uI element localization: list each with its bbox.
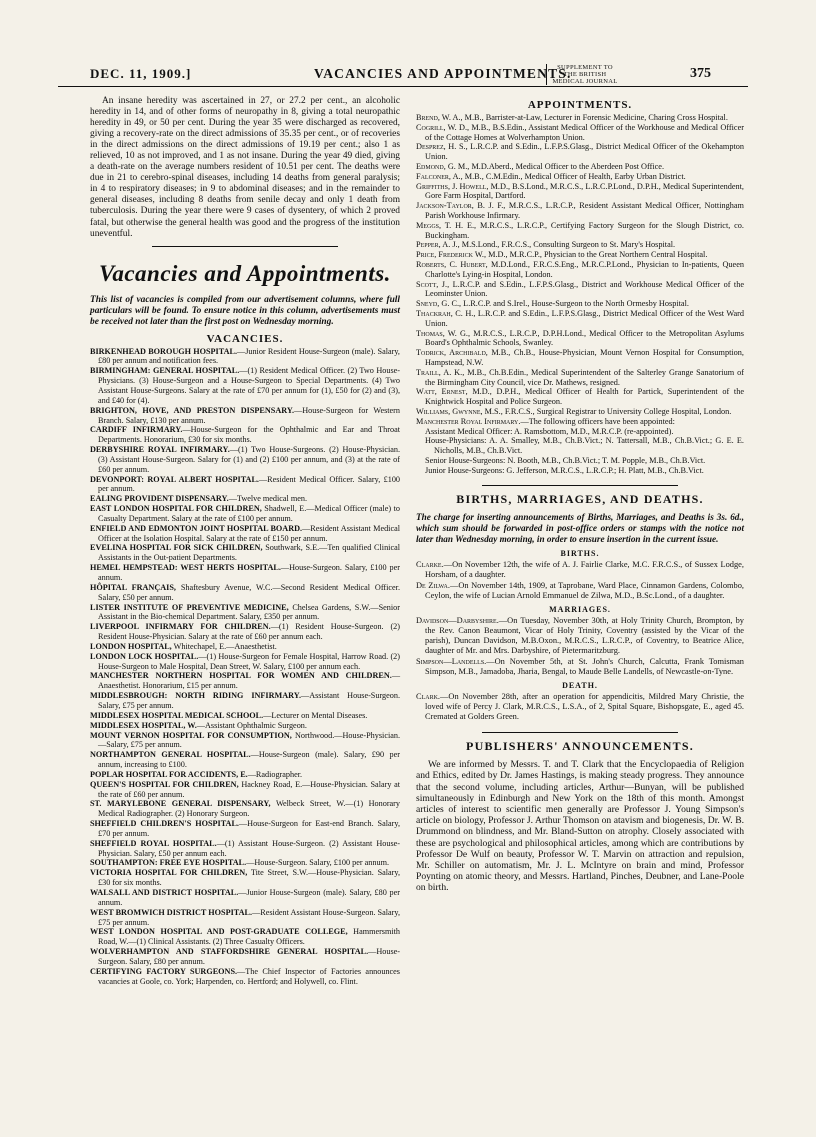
vacancy-item-text: —House-Surgeon for East-end Branch. Salary, £70 per annum. [98, 819, 400, 838]
vacancy-item-name: EAST LONDON HOSPITAL FOR CHILDREN, [90, 504, 262, 514]
vacancy-item [90, 504, 400, 524]
appointment-item-text: L.R.C.P. and S.Edin., L.F.P.S.Glasg., District and Workhouse Medical Officer of the Leominster Union. [425, 279, 744, 299]
vacancy-item-text: Tite Street, S.W.—House-Physician. Salary, £30 for six months. [98, 868, 400, 888]
vacancy-item-name: SHEFFIELD CHILDREN'S HOSPITAL. [90, 819, 239, 829]
appointment-item-text: M.D., M.R.C.P., Physician to the Great Northern Central Hospital. [486, 250, 708, 260]
insane-report-paragraph: An insane heredity was ascertained in 27, or 27.2 per cent., an alcoholic heredity in 14, and of other forms of neuropathy in 8, giving a total neuropathic heredity in 49, or 50 per cent. During the year 35 were discharged as recovered, giving a recovery-rate on the direct admissions of 35.35 per cent., or of recoveries in the direct admissions on the direct admissions of 19.19 per cent.; also 1 as relieved, 10 as not improved, and 1 as not insane. During the year 49 died, giving a death-rate on the average numbers resident of 10.51 per cent. The deaths were due in 21 to cerebro-spinal diseases, including 14 deaths from general paralysis; in 4 to respiratory diseases; in 9 to abdominal diseases; and in the remainder to general diseases, including 8 deaths from senile decay and only 1 death from tuberculosis. During the year there were 9 cases of dysentery, of which 2 proved fatal, but otherwise the general health was good and the progress of the institution uneventful. [90, 96, 400, 239]
appointment-item-text: M.D.Aberd., Medical Officer to the Aberdeen Post Office. [469, 161, 665, 171]
appointment-item-text: M.R.C.S., L.R.C.P., Certifying Factory Surgeon for the Slough District, co. Buckingham. [425, 220, 744, 240]
manchester-officer-line: House-Physicians: A. A. Smalley, M.B., Ch.B.Vict.; N. Tattersall, M.B., Ch.B.Vict.; G. E. E. Nicholls, M.B., Ch.B.Vict. [425, 436, 744, 456]
vacancy-item-name: EVELINA HOSPITAL FOR SICK CHILDREN, [90, 543, 263, 553]
appointment-item-text: L.R.C.P. and S.Edin., L.F.P.S.Glasg., District Medical Officer of the West Ward Union. [425, 308, 745, 328]
vacancy-item-name: WALSALL AND DISTRICT HOSPITAL. [90, 888, 239, 898]
marriages-list [416, 616, 744, 677]
vacancy-item-text: —Assistant House-Surgeon. Salary, £75 per annum. [98, 691, 400, 710]
appointments-heading: APPOINTMENTS. [527, 99, 633, 111]
marriage-notice-text: —On Tuesday, November 30th, at Holy Trinity Church, Brompton, by the Rev. Canon Beaumont, Vicar of Holy Trinity, Coventry (assisted by the Vicar of the parish), Duncan Davidson, M.B.Oxon., M.R.C.S., L.R.C.P., of Coventry, to Beatrice Alice, daughter of Mr. and Mrs. Darbyshire, of Pietermaritzburg. [425, 616, 744, 656]
left-column [90, 96, 400, 986]
vacancy-item-name: SHEFFIELD ROYAL HOSPITAL. [90, 838, 217, 848]
appointment-item-name: Meggs, T. H. E., [416, 220, 477, 230]
vacancy-item-text: —House-Surgeon. Salary, £100 per annum. [98, 563, 400, 583]
vacancy-item-text: Shaftesbury Avenue, W.C.—Second Resident Medical Officer. Salary, £50 per annum. [98, 582, 400, 602]
vacancy-item-text: —House-Surgeon (male). Salary, £90 per annum, increasing to £100. [98, 750, 400, 770]
vacancy-item [90, 366, 400, 405]
vacancy-item-text: —House-Surgeon. Salary, £80 per annum. [98, 947, 400, 966]
birth-notice-text: —On November 12th, the wife of A. J. Fairlie Clarke, M.C. F.R.C.S., of Sussex Lodge, Horsham, of a daughter. [425, 560, 744, 580]
appointment-item-text: M.S.Lond., F.R.C.S., Consulting Surgeon to St. Mary's Hospital. [459, 240, 676, 250]
appointment-item [416, 113, 744, 123]
appointment-item-text: M.S., F.R.C.S., Surgical Registrar to University College Hospital, London. [482, 406, 732, 416]
vacancy-item-text: —Anaesthetist. Honorarium, £15 per annum. [98, 671, 400, 691]
vacancy-item [90, 947, 400, 967]
vacancy-item-text: —Lecturer on Mental Diseases. [263, 710, 368, 720]
vacancy-item-text: —Junior House-Surgeon (male). Salary, £80 per annum. [98, 888, 400, 907]
vacancy-item-text: —Resident Assistant Medical Officer at the Isolation Hospital. Salary at the rate of £150 per annum. [98, 523, 400, 543]
appointment-item-name: Jackson-Taylor, B. J. F., [416, 201, 506, 211]
vacancy-item [90, 524, 400, 544]
vacancy-item [90, 583, 400, 603]
birth-notice-name: Clarke. [416, 560, 444, 570]
vacancy-item [90, 711, 400, 721]
appointment-item-name: Williams, Gwynne, [416, 406, 483, 416]
appointment-item-name: Thackrah, C. H., [416, 308, 476, 318]
vacancy-item-name: WOLVERHAMPTON AND STAFFORDSHIRE GENERAL HOSPITAL. [90, 947, 369, 957]
appointment-item [416, 142, 744, 162]
appointment-item [416, 250, 744, 260]
birth-notice-text: —On November 14th, 1909, at Taprobane, Ward Place, Cinnamon Gardens, Colombo, Ceylon, the wife of Lucian Arnold Emmanuel de Zilwa, M.D., B.Sc.Lond., of a daughter. [425, 581, 744, 601]
vacancy-item-name: MIDDLESEX HOSPITAL MEDICAL SCHOOL. [90, 710, 264, 720]
vacancy-item-text: —(1) Two House-Surgeons. (2) House-Physician. (3) Assistant House-Surgeon. Salary for (1) and (2) £100 per annum, and (3) at the rate of £60 per annum. [98, 445, 400, 474]
vacancy-item-name: MOUNT VERNON HOSPITAL FOR CONSUMPTION, [90, 730, 292, 740]
section-title: Vacancies and Appointments. [99, 260, 391, 286]
vacancy-item [90, 888, 400, 908]
appointment-item [416, 407, 744, 417]
right-column [416, 96, 744, 894]
appointment-item-name: Sneyd, G. C., [416, 299, 462, 309]
appointment-item-name: Pepper, A. J., [416, 240, 460, 250]
appointment-item-text: M.B., Barrister-at-Law, Lecturer in Forensic Medicine, Charing Cross Hospital. [462, 113, 728, 122]
appointment-item-name: Traill, A. K., [416, 367, 465, 377]
vacancy-item [90, 927, 400, 947]
appointment-item [416, 417, 744, 427]
vacancy-item-text: —House-Surgeon. Salary, £100 per annum. [246, 858, 390, 868]
vacancy-item [90, 622, 400, 642]
appointment-item-text: M.B., C.M.Edin., Medical Officer of Health, Earby Urban District. [462, 171, 686, 181]
birth-notice [416, 560, 744, 580]
marriage-notice-name: Davidson—Darbyshire. [416, 616, 499, 626]
vacancy-item-name: LONDON HOSPITAL, [90, 641, 172, 651]
vacancy-item-name: ST. MARYLEBONE GENERAL DISPENSARY, [90, 799, 271, 809]
appointment-item-name: Roberts, C. Hubert, [416, 259, 488, 269]
birth-notice-name: De Zilwa. [416, 581, 450, 591]
appointment-item-name: Desprez, H. S., [416, 142, 468, 152]
vacancy-item [90, 819, 400, 839]
issue-date: DEC. 11, 1909.] [90, 66, 192, 81]
vacancy-item-name: WEST BROMWICH DISTRICT HOSPITAL. [90, 907, 253, 917]
vacancy-item-name: DEVONPORT: ROYAL ALBERT HOSPITAL. [90, 474, 259, 484]
manchester-officer-line: Assistant Medical Officer: A. Ramsbottom, M.D., M.R.C.P. (re-appointed). [425, 426, 674, 436]
appointment-item [416, 348, 744, 368]
manchester-officer-line: Junior House-Surgeons: G. Jefferson, M.R.C.S., L.R.C.P.; H. Platt, M.B., Ch.B.Vict. [425, 465, 704, 475]
vacancy-item [90, 770, 400, 780]
vacancy-item [90, 642, 400, 652]
appointment-item-text: M.B., B.S.Edin., Assistant Medical Officer of the Workhouse and Medical Officer of the Cottage Homes at Wolverhampton Union. [425, 122, 744, 142]
vacancy-item-text: —House-Surgeon for Western Branch. Salary, £130 per annum. [98, 405, 400, 425]
marriages-heading: MARRIAGES. [549, 605, 611, 615]
vacancy-item-name: SOUTHAMPTON: FREE EYE HOSPITAL. [90, 858, 247, 868]
vacancy-item-text: —(1) Assistant House-Surgeon. (2) Assistant House-Physician. Salary, £50 per annum each. [98, 838, 400, 858]
vacancy-item-name: LONDON LOCK HOSPITAL. [90, 651, 199, 661]
vacancy-item [90, 563, 400, 583]
appointment-item-name: Griffiths, J. Howell, [416, 181, 489, 191]
vacancy-item-name: MIDDLESEX HOSPITAL, W. [90, 720, 197, 730]
vacancy-item-name: HÔPITAL FRANÇAIS, [90, 582, 176, 592]
death-notice-text: —On November 28th, after an operation for appendicitis, Mildred Mary Christie, the loved wife of Percy J. Clark, M.R.C.S., L.S.A., of 2, Spital Square, Bishopsgate, E., aged 45. Cremated at Golders Green. [425, 692, 744, 722]
appointment-item-text: M.D., B.S.Lond., M.R.C.S., L.R.C.P.Lond., D.P.H., Medical Superintendent, Gore Farm Hospital, Dartford. [425, 181, 744, 201]
page-number: 375 [690, 66, 711, 81]
vacancy-item-name: LISTER INSTITUTE OF PREVENTIVE MEDICINE, [90, 602, 289, 612]
appointment-item [416, 368, 744, 388]
appointments-list [416, 113, 744, 427]
vacancy-item-name: MANCHESTER NORTHERN HOSPITAL FOR WOMEN AND CHILDREN. [90, 671, 392, 681]
appointment-item [416, 260, 744, 280]
vacancy-item [90, 603, 400, 623]
divider [482, 732, 679, 733]
vacancy-item [90, 445, 400, 475]
appointment-item [416, 172, 744, 182]
publishers-paragraph: We are informed by Messrs. T. and T. Clark that the Encyclopaedia of Religion and Ethics, edited by Dr. James Hastings, is making steady progress. They announce that the second volume, including articles, Arthur—Bunyan, will be published simultaneously in Edinburgh and New York on the 18th of this month. Amongst articles of interest to scientific men generally are Professor J. Young Simpson's article on biology, Professor J. Arthur Thomson on atavism and biogenesis, Dr. W. B. Drummond on blindness, and Mr. Bland-Sutton on atrophy. Closely associated with these are psychological and philosophical articles, among which are contributions by Professor De Wulf on beauty, Professor W. T. Marvin on attraction and repulsion, Mr. Schiller on automatism, Mr. J. L. McIntyre on brain and mind, Professor Poynting on atomic theory, and Messrs. Hartland, Pinches, Deubner, and Lane-Poole on birth. [416, 759, 744, 894]
marriage-notice [416, 616, 744, 656]
appointment-item [416, 123, 744, 143]
appointment-item-name: Price, Frederick W., [416, 250, 487, 260]
vacancy-item-name: WEST LONDON HOSPITAL AND POST-GRADUATE COLLEGE, [90, 927, 348, 937]
bmd-intro: The charge for inserting announcements of Births, Marriages, and Deaths is 3s. 6d., which sum should be forwarded in post-office orders or stamps with the notice not later than Wednesday morning, in order to ensure insertion in the current issue. [416, 512, 744, 545]
manchester-officers-list [416, 427, 744, 476]
vacancy-item [90, 425, 400, 445]
vacancy-item-name: MIDDLESBROUGH: NORTH RIDING INFIRMARY. [90, 691, 302, 701]
vacancy-item-text: —(1) House-Surgeon for Female Hospital, Harrow Road. (2) House-Surgeon to Male Hospital, Dean Street, W. Salary, £100 per annum each. [98, 651, 400, 671]
appointment-item [416, 221, 744, 241]
vacancy-item-name: QUEEN'S HOSPITAL FOR CHILDREN, [90, 779, 239, 789]
vacancy-item [90, 475, 400, 495]
divider [152, 246, 338, 247]
appointment-item-text: L.R.C.P. and S.Edin., L.F.P.S.Glasg., District Medical Officer of the Okehampton Union. [425, 142, 744, 162]
vacancy-item [90, 967, 400, 987]
marriage-notice [416, 657, 744, 677]
appointment-item [416, 182, 744, 202]
vacancy-item [90, 494, 400, 504]
page-header [58, 64, 748, 87]
vacancy-item-text: —Twelve medical men. [228, 494, 308, 504]
vacancy-item-name: BRIGHTON, HOVE, AND PRESTON DISPENSARY. [90, 405, 295, 415]
vacancy-item-text: —Radiographer. [247, 769, 303, 779]
vacancy-item-text: Welbeck Street, W.—(1) Honorary Medical Radiographer. (2) Honorary Surgeon. [98, 799, 400, 819]
appointment-item-text: M.B., Ch.B.Edin., Medical Superintendent of the Salterley Grange Sanatorium of the Birmingham City Council, vice Dr. Mathews, resigned. [425, 367, 744, 387]
death-heading: DEATH. [562, 681, 598, 691]
appointment-item [416, 240, 744, 250]
appointment-item-text: L.R.C.P. and S.Irel., House-Surgeon to the North Ormesby Hospital. [461, 299, 689, 309]
appointment-item-name: Watt, Ernest, [416, 387, 468, 397]
vacancy-item [90, 721, 400, 731]
appointment-item-text: M.D.Lond., F.R.C.S.Eng., M.R.C.P.Lond., Physician to In-patients, Queen Charlotte's Lying-in Hospital, London. [425, 259, 744, 279]
vacancy-item [90, 780, 400, 800]
vacancy-item-name: LIVERPOOL INFIRMARY FOR CHILDREN. [90, 622, 271, 632]
bmd-heading: BIRTHS, MARRIAGES, AND DEATHS. [456, 492, 704, 507]
vacancy-item-name: ENFIELD AND EDMONTON JOINT HOSPITAL BOARD. [90, 523, 303, 533]
appointment-item-text: M.R.C.S., L.R.C.P., Resident Assistant Medical Officer, Nottingham Parish Workhouse Infirmary. [425, 201, 744, 220]
birth-notice [416, 581, 744, 601]
vacancy-item-text: —(1) Resident Medical Officer. (2) Two House-Physicians. (3) House-Surgeon and a House-Surgeon to Special Departments. (4) Two Assistant House-Surgeons. Salary at the rate of £70 per annum for (1), £50 for (2) and (3), and £40 for (4). [98, 366, 400, 405]
vacancy-item-name: DERBYSHIRE ROYAL INFIRMARY. [90, 445, 230, 455]
vacancy-item-text: Hammersmith Road, W.—(1) Clinical Assistants. (2) Three Casualty Officers. [98, 927, 401, 947]
vacancy-item-name: POPLAR HOSPITAL FOR ACCIDENTS, E. [90, 769, 248, 779]
vacancy-item [90, 691, 400, 711]
vacancy-item-text: —House-Surgeon for the Ophthalmic and Ear and Throat Departments. Honorarium, £30 for six months. [98, 425, 400, 445]
vacancies-list [90, 347, 400, 987]
vacancy-item [90, 908, 400, 928]
appointment-item-name: Edmond, G. M., [416, 161, 470, 171]
vacancy-item-text: —Resident Medical Officer. Salary, £100 per annum. [98, 474, 401, 494]
vacancies-intro: This list of vacancies is compiled from our advertisement columns, where full particulars will be found. To ensure notice in this column, advertisements must be received not later than the first post on Wednesday morning. [90, 294, 400, 327]
appointment-item-name: Brend, W. A., [416, 113, 463, 122]
vacancy-item [90, 731, 400, 751]
vacancy-item [90, 406, 400, 426]
births-list [416, 560, 744, 601]
vacancy-item-name: CERTIFYING FACTORY SURGEONS. [90, 966, 238, 976]
vacancies-heading: VACANCIES. [206, 332, 284, 345]
vacancy-item [90, 652, 400, 672]
marriage-notice-text: —On November 5th, at St. John's Church, Calcutta, Frank Tomisman Simpson, M.B., Jamadoba, Jharia, Bengal, to Maude Belle Landells, of Newcastle-on-Tyne. [425, 657, 744, 677]
appointment-item-name: Todrick, Archibald, [416, 348, 488, 358]
vacancy-item-name: BIRKENHEAD BOROUGH HOSPITAL. [90, 346, 237, 356]
births-heading: BIRTHS. [560, 549, 600, 559]
appointment-item [416, 162, 744, 172]
vacancy-item-text: Shadwell, E.—Medical Officer (male) to Casualty Department. Salary at the rate of £100 per annum. [98, 504, 400, 523]
vacancy-item [90, 347, 400, 367]
death-notice-name: Clark. [416, 692, 441, 702]
vacancy-item-text: —(1) Resident House-Surgeon. (2) Resident House-Physician. Salary at the rate of £60 per annum each. [98, 622, 400, 642]
vacancy-item-name: NORTHAMPTON GENERAL HOSPITAL. [90, 750, 251, 760]
vacancy-item [90, 858, 400, 868]
vacancy-item-name: CARDIFF INFIRMARY. [90, 425, 183, 435]
vacancy-item [90, 671, 400, 691]
vacancy-item-text: —Resident Assistant House-Surgeon. Salary, £75 per annum. [98, 907, 400, 927]
marriage-notice-name: Simpson—Landells. [416, 657, 487, 667]
vacancy-item [90, 543, 400, 563]
appointment-item-name: Falconer, A., [416, 171, 463, 181]
appointment-item [416, 387, 744, 407]
vacancy-item-text: —Junior Resident House-Surgeon (male). Salary, £80 per annum and notification fees. [98, 346, 400, 366]
appointment-item-name: Thomas, W. G., [416, 328, 471, 338]
vacancy-item-text: —Assistant Ophthalmic Surgeon. [196, 720, 307, 730]
appointment-item [416, 201, 744, 221]
vacancy-item-text: Southwark, S.E.—Ten qualified Clinical Assistants in the Out-patient Departments. [98, 543, 400, 563]
manchester-officer-line: Senior House-Surgeons: N. Booth, M.B., Ch.B.Vict.; T. M. Popple, M.B., Ch.B.Vict. [425, 455, 706, 465]
appointment-item-text: —The following officers have been appointed: [520, 416, 675, 426]
vacancy-item-name: BIRMINGHAM: GENERAL HOSPITAL. [90, 366, 240, 376]
appointment-item-text: M.D., D.P.H., Medical Officer of Health for Partick, Superintendent of the Knightwick Hospital and Police Surgeon. [425, 387, 744, 407]
vacancy-item-name: HEMEL HEMPSTEAD: WEST HERTS HOSPITAL. [90, 563, 281, 573]
death-notice [416, 692, 744, 722]
vacancy-item [90, 799, 400, 819]
appointment-item-name: Cogrill, W. D., [416, 122, 470, 132]
appointment-item-text: M.B., Ch.B., House-Physician, Mount Vernon Hospital for Consumption, Hampstead, N.W. [425, 348, 744, 367]
vacancy-item-text: Northwood.—House-Physician.—Salary, £75 per annum. [98, 730, 400, 750]
appointment-item-name: Manchester Royal Infirmary. [416, 416, 521, 426]
vacancy-item-text: —The Chief Inspector of Factories announces vacancies at Goole, co. York; Harpenden, co. Hertford; and Holywell, co. Flint. [98, 966, 400, 986]
appointment-item-name: Scott, J., [416, 279, 450, 289]
vacancy-item [90, 750, 400, 770]
vacancy-item [90, 868, 400, 888]
supplement-label: SUPPLEMENT TO THE BRITISH MEDICAL JOURNAL [546, 64, 620, 85]
running-title: VACANCIES AND APPOINTMENTS. [314, 66, 572, 81]
appointment-item [416, 309, 744, 329]
vacancy-item-text: Whitechapel, E.—Anaesthetist. [171, 641, 277, 651]
divider [482, 485, 679, 486]
appointment-item [416, 280, 744, 300]
vacancy-item-name: EALING PROVIDENT DISPENSARY. [90, 494, 229, 504]
appointment-item-text: M.R.C.S., L.R.C.P., D.P.H.Lond., Medical Officer to the Metropolitan Asylums Board's Ophthalmic Schools, Swanley. [425, 328, 744, 348]
deaths-list [416, 692, 744, 722]
appointment-item [416, 329, 744, 349]
vacancy-item [90, 839, 400, 859]
appointment-item [416, 299, 744, 309]
vacancy-item-text: Chelsea Gardens, S.W.—Senior Assistant in the Bio-chemical Department. Salary, £350 per annum. [98, 602, 400, 622]
vacancy-item-name: VICTORIA HOSPITAL FOR CHILDREN, [90, 868, 248, 878]
publishers-heading: PUBLISHERS' ANNOUNCEMENTS. [466, 739, 694, 754]
vacancy-item-text: Hackney Road, E.—House-Physician. Salary at the rate of £60 per annum. [98, 779, 400, 799]
